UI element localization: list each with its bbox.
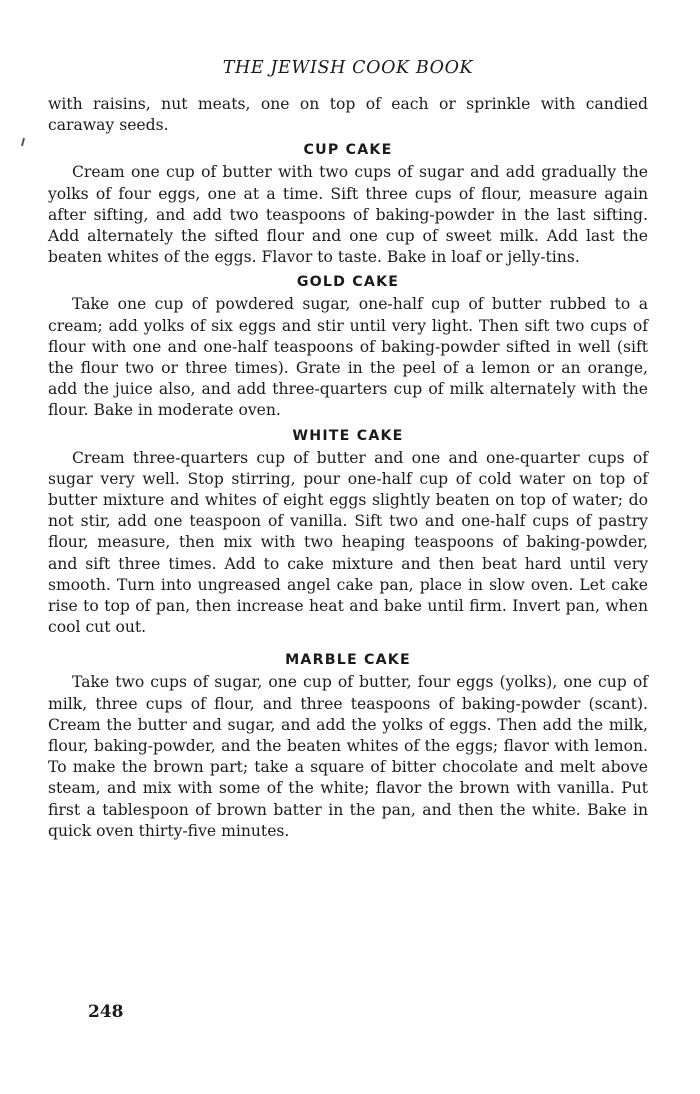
recipe-cup-cake xyxy=(48,140,648,268)
book-page xyxy=(48,56,648,842)
recipe-body: Take one cup of powdered sugar, one-half cup of butter rubbed to a cream; add yolks of six eggs and stir until very light. Then sift two cups of flour with one and one-half teaspoons of baking-powder sifted in well (sift the flour two or three times). Grate in the peel of a lemon or an orange, add the juice also, and add three-quarters cup of milk alternately with the flour. Bake in moderate oven. xyxy=(48,295,648,420)
intro-paragraph: with raisins, nut meats, one on top of each or sprinkle with candied caraway seeds. xyxy=(48,95,648,135)
recipe-title: CUP CAKE xyxy=(303,142,393,159)
recipe-marble-cake xyxy=(48,650,648,842)
recipe-body: Take two cups of sugar, one cup of butter, four eggs (yolks), one cup of milk, three cups of flour, and three teaspoons of baking-powder (scant). Cream the butter and sugar, and add the yolks of eggs. Then add the milk, flour, baking-powder, and the beaten whites of the eggs; flavor with lemon. To make the brown part; take a square of bitter chocolate and melt above steam, and mix with some of the white; flavor the brown with vanilla. Put first a tablespoon of brown batter in the pan, and then the white. Bake in quick oven thirty-five minutes. xyxy=(48,673,648,840)
recipe-gold-cake xyxy=(48,272,648,421)
recipe-title: GOLD CAKE xyxy=(296,274,400,291)
recipe-title: MARBLE CAKE xyxy=(285,652,411,669)
page-number: 248 xyxy=(88,1002,124,1022)
margin-mark xyxy=(21,138,25,146)
running-header: THE JEWISH COOK BOOK xyxy=(222,58,474,78)
recipe-title: WHITE CAKE xyxy=(292,427,404,444)
recipe-body: Cream three-quarters cup of butter and one and one-quarter cups of sugar very well. Stop stirring, pour one-half cup of cold water on top of butter mixture and whites of eight eggs slightly beaten on top of water; do not stir, add one teaspoon of vanilla. Sift two and one-half cups of pastry flour, measure, then mix with two heaping teaspoons of baking-powder, and sift three times. Add to cake mixture and then beat hard until very smooth. Turn into ungreased angel cake pan, place in slow oven. Let cake rise to top of pan, then increase heat and bake until firm. Invert pan, when cool cut out. xyxy=(48,448,648,637)
recipe-white-cake xyxy=(48,426,648,639)
recipe-body: Cream one cup of butter with two cups of sugar and add gradually the yolks of four eggs, one at a time. Sift three cups of flour, measure again after sifting, and add two teaspoons of baking-powder in the last sifting. Add alternately the sifted flour and one cup of sweet milk. Add last the beaten whites of the eggs. Flavor to taste. Bake in loaf or jelly-tins. xyxy=(48,163,648,267)
